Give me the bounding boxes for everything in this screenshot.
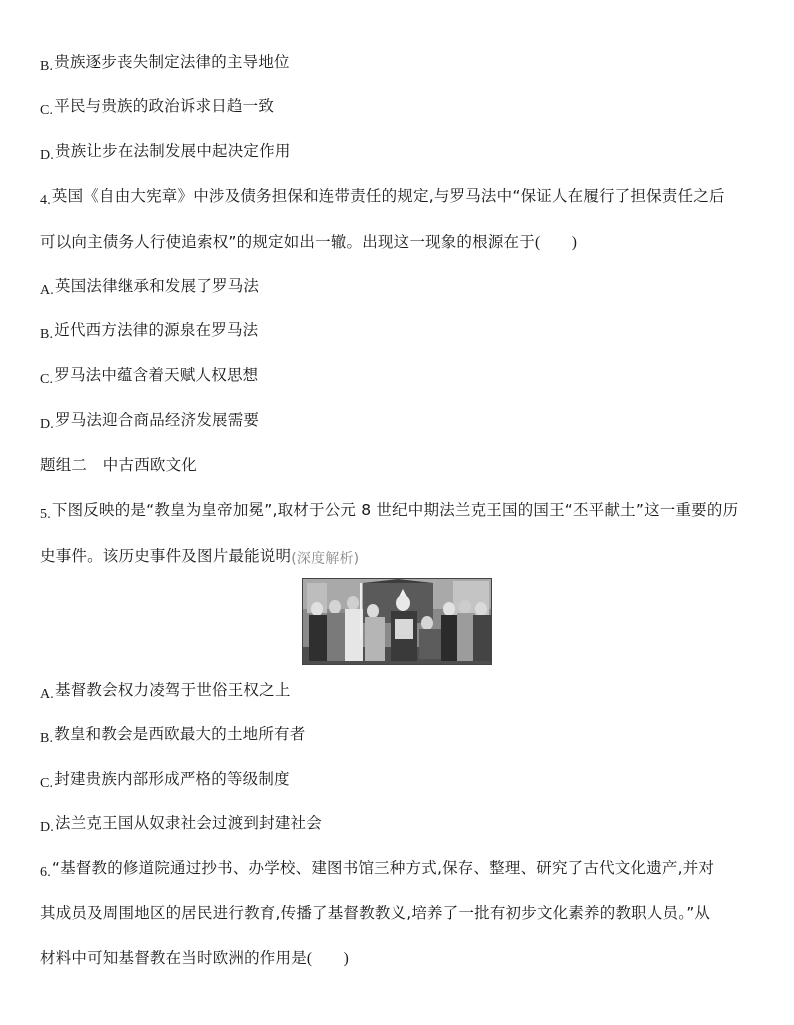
question-number: 4.	[40, 193, 51, 208]
option-prefix: A.	[40, 687, 55, 702]
option-text: 基督教会权力凌驾于世俗王权之上	[55, 681, 291, 699]
option-prefix: B.	[40, 59, 54, 74]
q5-option-b	[40, 724, 305, 749]
stem-text: 史事件。该历史事件及图片最能说明	[40, 547, 292, 565]
option-text: 罗马法中蕴含着天赋人权思想	[54, 366, 259, 384]
q3-option-b	[40, 52, 290, 77]
option-prefix: B.	[40, 731, 54, 746]
stem-text: 下图反映的是“教皇为皇帝加冕”,取材于公元 8 世纪中期法兰克王国的国王“丕平献土”这一重要的历	[51, 501, 739, 519]
answer-blank: ( )	[534, 234, 578, 251]
option-prefix: C.	[40, 103, 54, 118]
q4-stem-line-1	[40, 186, 725, 211]
option-text: 近代西方法律的源泉在罗马法	[54, 321, 259, 339]
q6-stem-line-3	[40, 948, 349, 969]
q3-option-d	[40, 141, 291, 166]
q3-option-c	[40, 96, 274, 121]
q5-stem-line-2	[40, 546, 359, 569]
option-prefix: D.	[40, 148, 55, 163]
analysis-tag: (深度解析)	[291, 551, 360, 567]
stem-text: 英国《自由大宪章》中涉及债务担保和连带责任的规定,与罗马法中“保证人在履行了担保责任之后	[51, 187, 725, 205]
coronation-painting	[302, 578, 492, 665]
coronation-painting-image	[303, 579, 492, 665]
section-heading: 题组二 中古西欧文化	[40, 456, 198, 474]
stem-text: 其成员及周围地区的居民进行教育,传播了基督教教义,培养了一批有初步文化素养的教职人员。”从	[40, 904, 711, 922]
option-prefix: B.	[40, 327, 54, 342]
option-prefix: C.	[40, 372, 54, 387]
q4-option-c	[40, 365, 258, 390]
option-text: 法兰克王国从奴隶社会过渡到封建社会	[55, 814, 322, 832]
stem-text: 材料中可知基督教在当时欧洲的作用是	[40, 949, 307, 967]
q5-option-a	[40, 680, 291, 705]
q6-stem-line-2	[40, 903, 710, 923]
stem-text: “基督教的修道院通过抄书、办学校、建图书馆三种方式,保存、整理、研究了古代文化遗产,并对	[51, 859, 715, 877]
q4-option-a	[40, 276, 259, 301]
q5-option-c	[40, 769, 290, 794]
q4-option-d	[40, 410, 259, 435]
option-text: 平民与贵族的政治诉求日趋一致	[54, 97, 275, 115]
stem-text: 可以向主债务人行使追索权”的规定如出一辙。出现这一现象的根源在于	[40, 233, 535, 251]
option-prefix: C.	[40, 776, 54, 791]
option-prefix: D.	[40, 417, 55, 432]
option-text: 英国法律继承和发展了罗马法	[55, 277, 260, 295]
option-text: 贵族让步在法制发展中起决定作用	[55, 142, 291, 160]
q4-option-b	[40, 320, 258, 345]
q6-stem-line-1	[40, 858, 714, 883]
option-text: 教皇和教会是西欧最大的土地所有者	[54, 725, 306, 743]
option-text: 罗马法迎合商品经济发展需要	[55, 411, 260, 429]
question-number: 5.	[40, 507, 51, 522]
question-number: 6.	[40, 865, 51, 880]
q5-option-d	[40, 813, 322, 838]
option-prefix: A.	[40, 283, 55, 298]
option-text: 封建贵族内部形成严格的等级制度	[54, 770, 290, 788]
option-prefix: D.	[40, 820, 55, 835]
option-text: 贵族逐步丧失制定法律的主导地位	[54, 53, 290, 71]
answer-blank: ( )	[306, 950, 350, 967]
q4-stem-line-2	[40, 232, 577, 253]
q5-stem-line-1	[40, 500, 738, 525]
